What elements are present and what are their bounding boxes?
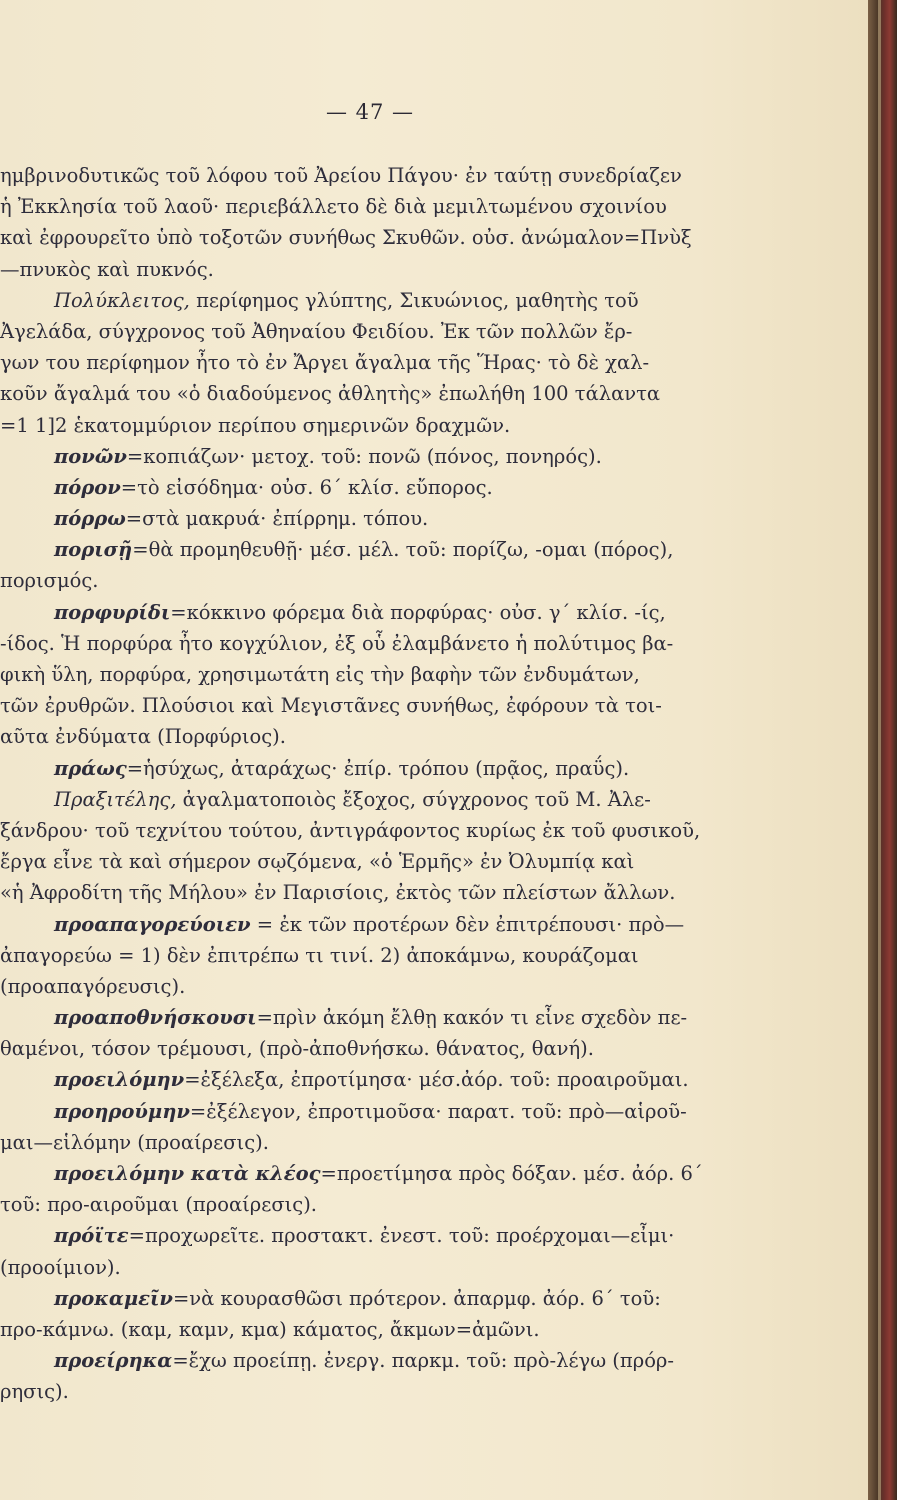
- text-line: [0, 1033, 770, 1064]
- line-text: πορισμός.: [0, 569, 99, 593]
- line-text: =κόκκινο φόρεμα διὰ πορφύρας· οὐσ. γ΄ κλίσ. -ίς,: [170, 600, 666, 624]
- line-text: =θὰ προμηθευθῇ· μέσ. μέλ. τοῦ: πορίζω, -ομαι (πόρος),: [132, 538, 674, 562]
- line-text: ἔργα εἶνε τὰ καὶ σήμερον σῳζόμενα, «ὁ Ἑρμῆς» ἐν Ὀλυμπίᾳ καὶ: [0, 850, 635, 874]
- text-line: [0, 1314, 770, 1345]
- headword: πονῶν: [54, 444, 127, 468]
- headword: πρόϊτε: [54, 1224, 129, 1248]
- line-text: =ἐξέλεγον, ἐπροτιμοῦσα· παρατ. τοῦ: πρὸ—αἱροῦ-: [189, 1099, 687, 1123]
- text-line: [0, 877, 770, 908]
- glossary-entry-line: [0, 753, 770, 784]
- line-text: θαμένοι, τόσον τρέμουσι, (πρὸ-ἀποθνήσκω. θάνατος, θανή).: [0, 1037, 594, 1061]
- text-line: [0, 846, 770, 877]
- text-line: [0, 628, 770, 659]
- line-text: =προετίμησα πρὸς δόξαν. μέσ. ἀόρ. 6΄: [320, 1162, 703, 1185]
- glossary-entry-line: [0, 1158, 770, 1189]
- text-line: [0, 1189, 770, 1220]
- glossary-entry-line: [0, 1283, 770, 1314]
- glossary-entry-line: [0, 503, 770, 534]
- headword: Πραξιτέλης,: [54, 787, 177, 811]
- text-line: [0, 316, 770, 347]
- headword: προαποθνήσκουσι: [54, 1006, 257, 1030]
- headword: πόρρω: [54, 507, 126, 531]
- book-spine-edge: [868, 0, 897, 1500]
- glossary-entry-line: [0, 534, 770, 565]
- glossary-entry-line: [0, 909, 770, 940]
- glossary-text: [0, 160, 770, 1408]
- headword: προαπαγορεύοιεν: [54, 912, 251, 936]
- headword: προηρούμην: [54, 1099, 190, 1123]
- text-line: [0, 721, 770, 752]
- text-line: [0, 971, 770, 1002]
- text-line: [0, 565, 770, 596]
- headword: προκαμεῖν: [54, 1286, 173, 1310]
- line-text: -ίδος. Ἡ πορφύρα ἦτο κογχύλιον, ἐξ οὗ ἐλαμβάνετο ἡ πολύτιμος βα-: [0, 631, 674, 655]
- line-text: =πρὶν ἀκόμη ἔλθῃ κακόν τι εἶνε σχεδὸν πε-: [256, 1006, 688, 1030]
- line-text: =τὸ εἰσόδημα· οὐσ. 6΄ κλίσ. εὔπορος.: [120, 475, 493, 499]
- headword: πορισῇ: [54, 538, 133, 562]
- line-text: μαι—εἱλόμην (προαίρεσις).: [0, 1130, 269, 1154]
- glossary-entry-line: [0, 1002, 770, 1033]
- line-text: τοῦ: προ-αιροῦμαι (προαίρεσις).: [0, 1193, 318, 1217]
- glossary-entry-line: [0, 441, 770, 472]
- headword: προειλόμην κατὰ κλέος: [54, 1162, 321, 1185]
- text-line: [0, 160, 770, 191]
- text-line: [0, 254, 770, 285]
- headword: προείρηκα: [54, 1349, 173, 1373]
- glossary-entry-line: [0, 1345, 770, 1376]
- line-text: τῶν ἐρυθρῶν. Πλούσιοι καὶ Μεγιστᾶνες συνήθως, ἐφόρουν τὰ τοι-: [0, 694, 662, 718]
- line-text: =ἡσύχως, ἀταράχως· ἐπίρ. τρόπου (πρᾷος, πραΰς).: [126, 756, 630, 780]
- text-line: [0, 191, 770, 222]
- text-line: [0, 347, 770, 378]
- page-number: — 47 —: [325, 100, 415, 124]
- headword: πορφυρίδι: [54, 600, 171, 624]
- line-text: ημβρινοδυτικῶς τοῦ λόφου τοῦ Ἀρείου Πάγου· ἐν ταύτῃ συνεδρίαζεν: [0, 164, 682, 187]
- line-text: «ἡ Ἀφροδίτη τῆς Μήλου» ἐν Παρισίοις, ἐκτὸς τῶν πλείστων ἄλλων.: [0, 881, 676, 905]
- text-line: [0, 1127, 770, 1158]
- line-text: ἀπαγορεύω = 1) δὲν ἐπιτρέπω τι τινί. 2) ἀποκάμνω, κουράζομαι: [0, 943, 639, 967]
- glossary-entry-line: [0, 1096, 770, 1127]
- headword: πράως: [54, 756, 127, 780]
- text-line: [0, 1252, 770, 1283]
- text-line: [0, 222, 770, 253]
- line-text: κοῦν ἄγαλμά του «ὁ διαδούμενος ἀθλητὴς» ἐπωλήθη 100 τάλαντα: [0, 382, 661, 406]
- text-line: [0, 410, 770, 441]
- line-text: Ἀγελάδα, σύγχρονος τοῦ Ἀθηναίου Φειδίου. Ἐκ τῶν πολλῶν ἔρ-: [0, 319, 633, 343]
- line-text: φικὴ ὕλη, πορφύρα, χρησιμωτάτη εἰς τὴν βαφὴν τῶν ἐνδυμάτων,: [0, 663, 640, 686]
- text-line: [0, 815, 770, 846]
- line-text: =ἔχω προείπῃ. ἐνεργ. παρκμ. τοῦ: πρὸ-λέγω (πρόρ-: [172, 1349, 674, 1373]
- text-line: [0, 659, 770, 690]
- glossary-entry-line: [0, 285, 770, 316]
- line-text: (προοίμιον).: [0, 1255, 121, 1279]
- line-text: =νὰ κουρασθῶσι πρότερον. ἀπαρμφ. ἀόρ. 6΄ τοῦ:: [172, 1286, 661, 1310]
- headword: Πολύκλειτος,: [54, 288, 190, 312]
- line-text: αῦτα ἐνδύματα (Πορφύριος).: [0, 725, 286, 749]
- line-text: =προχωρεῖτε. προστακτ. ἐνεστ. τοῦ: προέρχομαι—εἶμι·: [128, 1224, 675, 1248]
- line-text: καὶ ἐφρουρεῖτο ὑπὸ τοξοτῶν συνήθως Σκυθῶν. οὐσ. ἀνώμαλον=Πνὺξ: [0, 226, 692, 250]
- line-text: γων του περίφημον ἦτο τὸ ἐν Ἄργει ἄγαλμα τῆς Ἥρας· τὸ δὲ χαλ-: [0, 351, 650, 375]
- line-text: =1 1]2 ἑκατομμύριον περίπου σημερινῶν δραχμῶν.: [0, 413, 511, 437]
- line-text: ἡ Ἐκκλησία τοῦ λαοῦ· περιεβάλλετο δὲ διὰ μεμιλτωμένου σχοινίου: [0, 195, 667, 219]
- line-text: (προαπαγόρευσις).: [0, 974, 186, 998]
- line-text: περίφημος γλύπτης, Σικυώνιος, μαθητὴς τοῦ: [189, 288, 639, 312]
- line-text: =ἐξέλεξα, ἐπροτίμησα· μέσ.ἀόρ. τοῦ: προαιροῦμαι.: [184, 1068, 689, 1092]
- glossary-entry-line: [0, 784, 770, 815]
- line-text: =στὰ μακρυά· ἐπίρρημ. τόπου.: [125, 507, 429, 531]
- glossary-entry-line: [0, 1064, 770, 1095]
- text-line: [0, 690, 770, 721]
- text-line: [0, 940, 770, 971]
- text-line: [0, 378, 770, 409]
- line-text: ἀγαλματοποιὸς ἔξοχος, σύγχρονος τοῦ Μ. Ἀλε-: [176, 787, 651, 811]
- glossary-entry-line: [0, 597, 770, 628]
- glossary-entry-line: [0, 1220, 770, 1251]
- line-text: = ἐκ τῶν προτέρων δὲν ἐπιτρέπουσι· πρὸ—: [250, 912, 685, 936]
- headword: προειλόμην: [54, 1068, 185, 1092]
- headword: πόρον: [54, 475, 121, 499]
- line-text: ρησις).: [0, 1380, 69, 1404]
- line-text: ξάνδρου· τοῦ τεχνίτου τούτου, ἀντιγράφοντος κυρίως ἐκ τοῦ φυσικοῦ,: [0, 818, 701, 842]
- line-text: —πνυκὸς καὶ πυκνός.: [0, 257, 214, 281]
- text-line: [0, 1376, 770, 1407]
- line-text: προ-κάμνω. (καμ, καμν, κμα) κάματος, ἄκμων=ἀμῶνι.: [0, 1317, 540, 1341]
- glossary-entry-line: [0, 472, 770, 503]
- line-text: =κοπιάζων· μετοχ. τοῦ: πονῶ (πόνος, πονηρός).: [126, 444, 602, 468]
